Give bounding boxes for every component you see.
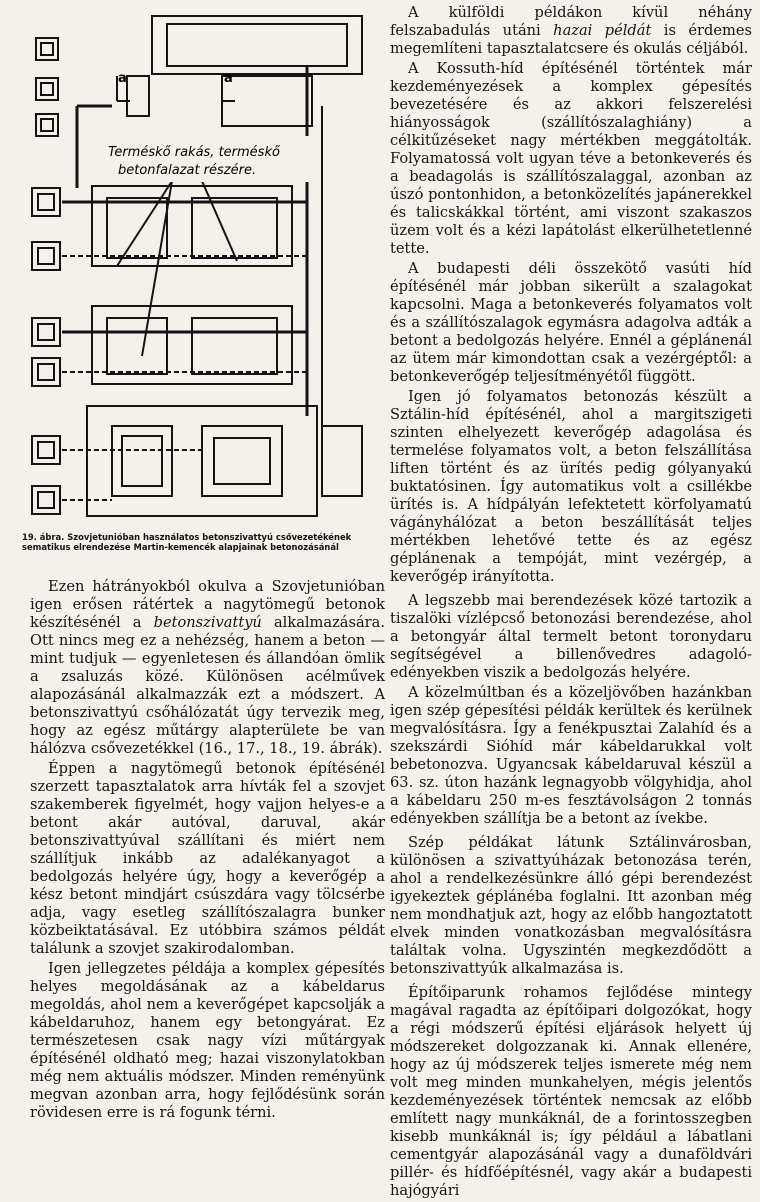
paragraph-text: A Kossuth-híd építésénél történtek már kezdeményezések a komplex gépesítés bevezetésére és az akkori felszerelési hiányosságok (szállítószalaghiány) a célkitűzéseket nagy mértékben meggátolták. Folyamatossá volt ugyan téve a betonkeverés és a beadagolás is szállítószalaggal, azonban az úszó pontonhidon, a betonközelítés japánerekkel és talicskákkal történt, ami viszont szakaszos üzem volt és a kézi lapátolást elkerülhetetlenné tette. xyxy=(390,60,752,257)
paragraph-text: Építőiparunk rohamos fejlődése mintegy magával ragadta az építőipari dolgozókat, hogy a régi módszerű építési eljárások helyett új módszereket dolgozzanak ki. Annak ellenére, hogy az új módszerek teljes ismerete még nem volt meg minden munkahelyen, mégis jelentős kezdeményezések történtek nemcsak az előbb említett nagy munkáknál, de a forintosszegben kisebb munkáknál is; így például a lábatlani cementgyár alapozásánál vagy a dunaföldvári pillér- és hídfőépítésnél, vagy akár a budapesti hajógyári xyxy=(390,984,752,1199)
emphasis-text: betonszivattyú xyxy=(153,614,262,631)
left-column xyxy=(30,578,385,1124)
emphasis-text: hazai példát xyxy=(553,22,652,39)
paragraph xyxy=(390,60,752,258)
paragraph xyxy=(390,4,752,58)
annotation-line-2: betonfalazat részére. xyxy=(118,163,257,178)
section-label-a-right: a xyxy=(224,71,233,86)
pipeline-schematic xyxy=(22,6,384,526)
paragraph xyxy=(30,578,385,758)
paragraph-text: alkalmazására. Ott nincs meg ez a nehézség, hanem a beton — mint tudjuk — egyenletesen és állandóan ömlik a zsaluzás közé. Különösen acélművek alapozásánál alkalmazzák ezt a módszert. A betonszivattyú csőhálózatát úgy tervezik meg, hogy az egész műtárgy alapterülete be van hálózva csővezetékkel (16., 17., 18., 19. ábrák). xyxy=(30,614,385,757)
paragraph xyxy=(390,592,752,682)
paragraph xyxy=(390,984,752,1200)
annotation-line-1: Terméskő rakás, terméskő xyxy=(108,145,280,160)
paragraph-text: Éppen a nagytömegű betonok építésénél szerzett tapasztalatok arra hívták fel a szovjet szakemberek figyelmét, hogy vajjon helyes-e a betont akár autóval, daruval, akár betonszivattyúval szállítani és miért nem szállítjuk inkább az adalékanyagot a bedolgozás helyére úgy, hogy a keverőgép a kész betont mindjárt csúszdára vagy tölcsérbe adja, vagy esetleg szállítószalagra bunker közbeiktatásával. Ez utóbbira számos példát találunk a szovjet szakirodalomban. xyxy=(30,760,385,957)
figure-pipeline-diagram xyxy=(22,6,384,526)
paragraph xyxy=(390,834,752,978)
paragraph-text: is érdemes megemlíteni tapasztalatcsere és okulás céljából. xyxy=(390,22,752,57)
paragraph-text: A külföldi példákon kívül néhány felszabadulás utáni xyxy=(390,4,752,39)
paragraph-text: Ezen hátrányokból okulva a Szovjetunióban igen erősen rátértek a nagytömegű betonok készítésénél a xyxy=(30,578,385,631)
right-column xyxy=(390,4,752,1202)
paragraph xyxy=(30,760,385,958)
paragraph-text: Szép példákat látunk Sztálinvárosban, különösen a szivattyúházak betonozása terén, ahol a rendelkezésünkre álló gépi berendezést igyekeztek géplánéba foglalni. Itt azonban még nem mondhatjuk azt, hogy az előbb hangoztatott elvek minden vonatkozásban megvalósításra találtak volna. Ugyszintén megkezdődött a betonszivattyúk alkalmazása is. xyxy=(390,834,752,977)
paragraph xyxy=(390,388,752,586)
paragraph-text: Igen jó folyamatos betonozás készült a Sztálin-híd építésénél, ahol a margitszigeti szinten elhelyezett keverőgép adagolása és termelése folyamatos volt, a beton felszállítása liften történt és az ürítés pedig gólyanyakú buktatósinen. Így automatikus volt a csillékbe ürítés is. A hídpályán lefektetett körfolyamatú vágányhálózat a beton beszállítását teljes mértékben lehetővé tette és az egész géplánenak a tempóját, mint vezérgép, a keverőgép irányította. xyxy=(390,388,752,585)
paragraph xyxy=(30,960,385,1122)
paragraph xyxy=(390,260,752,386)
paragraph-text: A közelmúltban és a közeljövőben hazánkban igen szép gépesítési példák kerültek és kerülnek megvalósításra. Így a fenékpusztai Zalahíd és a szekszárdi Sióhíd már kábeldarukkal volt bebetonozva. Ugyancsak kábeldaruval készül a 63. sz. úton hazánk legnagyobb völgyhidja, ahol a kábeldaru 250 m-es fesztávolságon 2 tonnás edényekben szállítja be a betont az ívekbe. xyxy=(390,684,752,827)
section-label-a-left: a xyxy=(118,71,127,86)
paragraph-text: Igen jellegzetes példája a komplex gépesítés helyes megoldásának az a kábeldarus megoldás, ahol nem a keverőgépet kapcsolják a kábeldaruhoz, hanem egy betongyárat. Ez természetesen csak nagy vízi műtárgyak építésénél oldható meg; hazai viszonylatokban még nem aktuális módszer. Minden reményünk megvan azonban arra, hogy fejlődésünk során rövidesen erre is rá fogunk térni. xyxy=(30,960,385,1121)
figure-caption: 19. ábra. Szovjetunióban használatos betonszivattyú csővezetékének sematikus elrendezése Martin-kemencék alapjainak betonozásánál xyxy=(22,532,352,553)
paragraph xyxy=(390,684,752,828)
paragraph-text: A legszebb mai berendezések közé tartozik a tiszalöki vízlépcső betonozási berendezése, ahol a betongyár által termelt betont toronydaru segítségével a billenővedres adagoló-edényekben viszik a bedolgozás helyére. xyxy=(390,592,752,681)
paragraph-text: A budapesti déli összekötő vasúti híd építésénél már jobban sikerült a szalagokat kapcsolni. Maga a betonkeverés folyamatos volt és a szállítószalagok egymásra adagolva adták a betont a bedolgozás helyére. Ennél a géplánenál az ütem már kimondottan csak a vezérgéptől: a betonkeverőgép teljesítményétől függött. xyxy=(390,260,752,385)
